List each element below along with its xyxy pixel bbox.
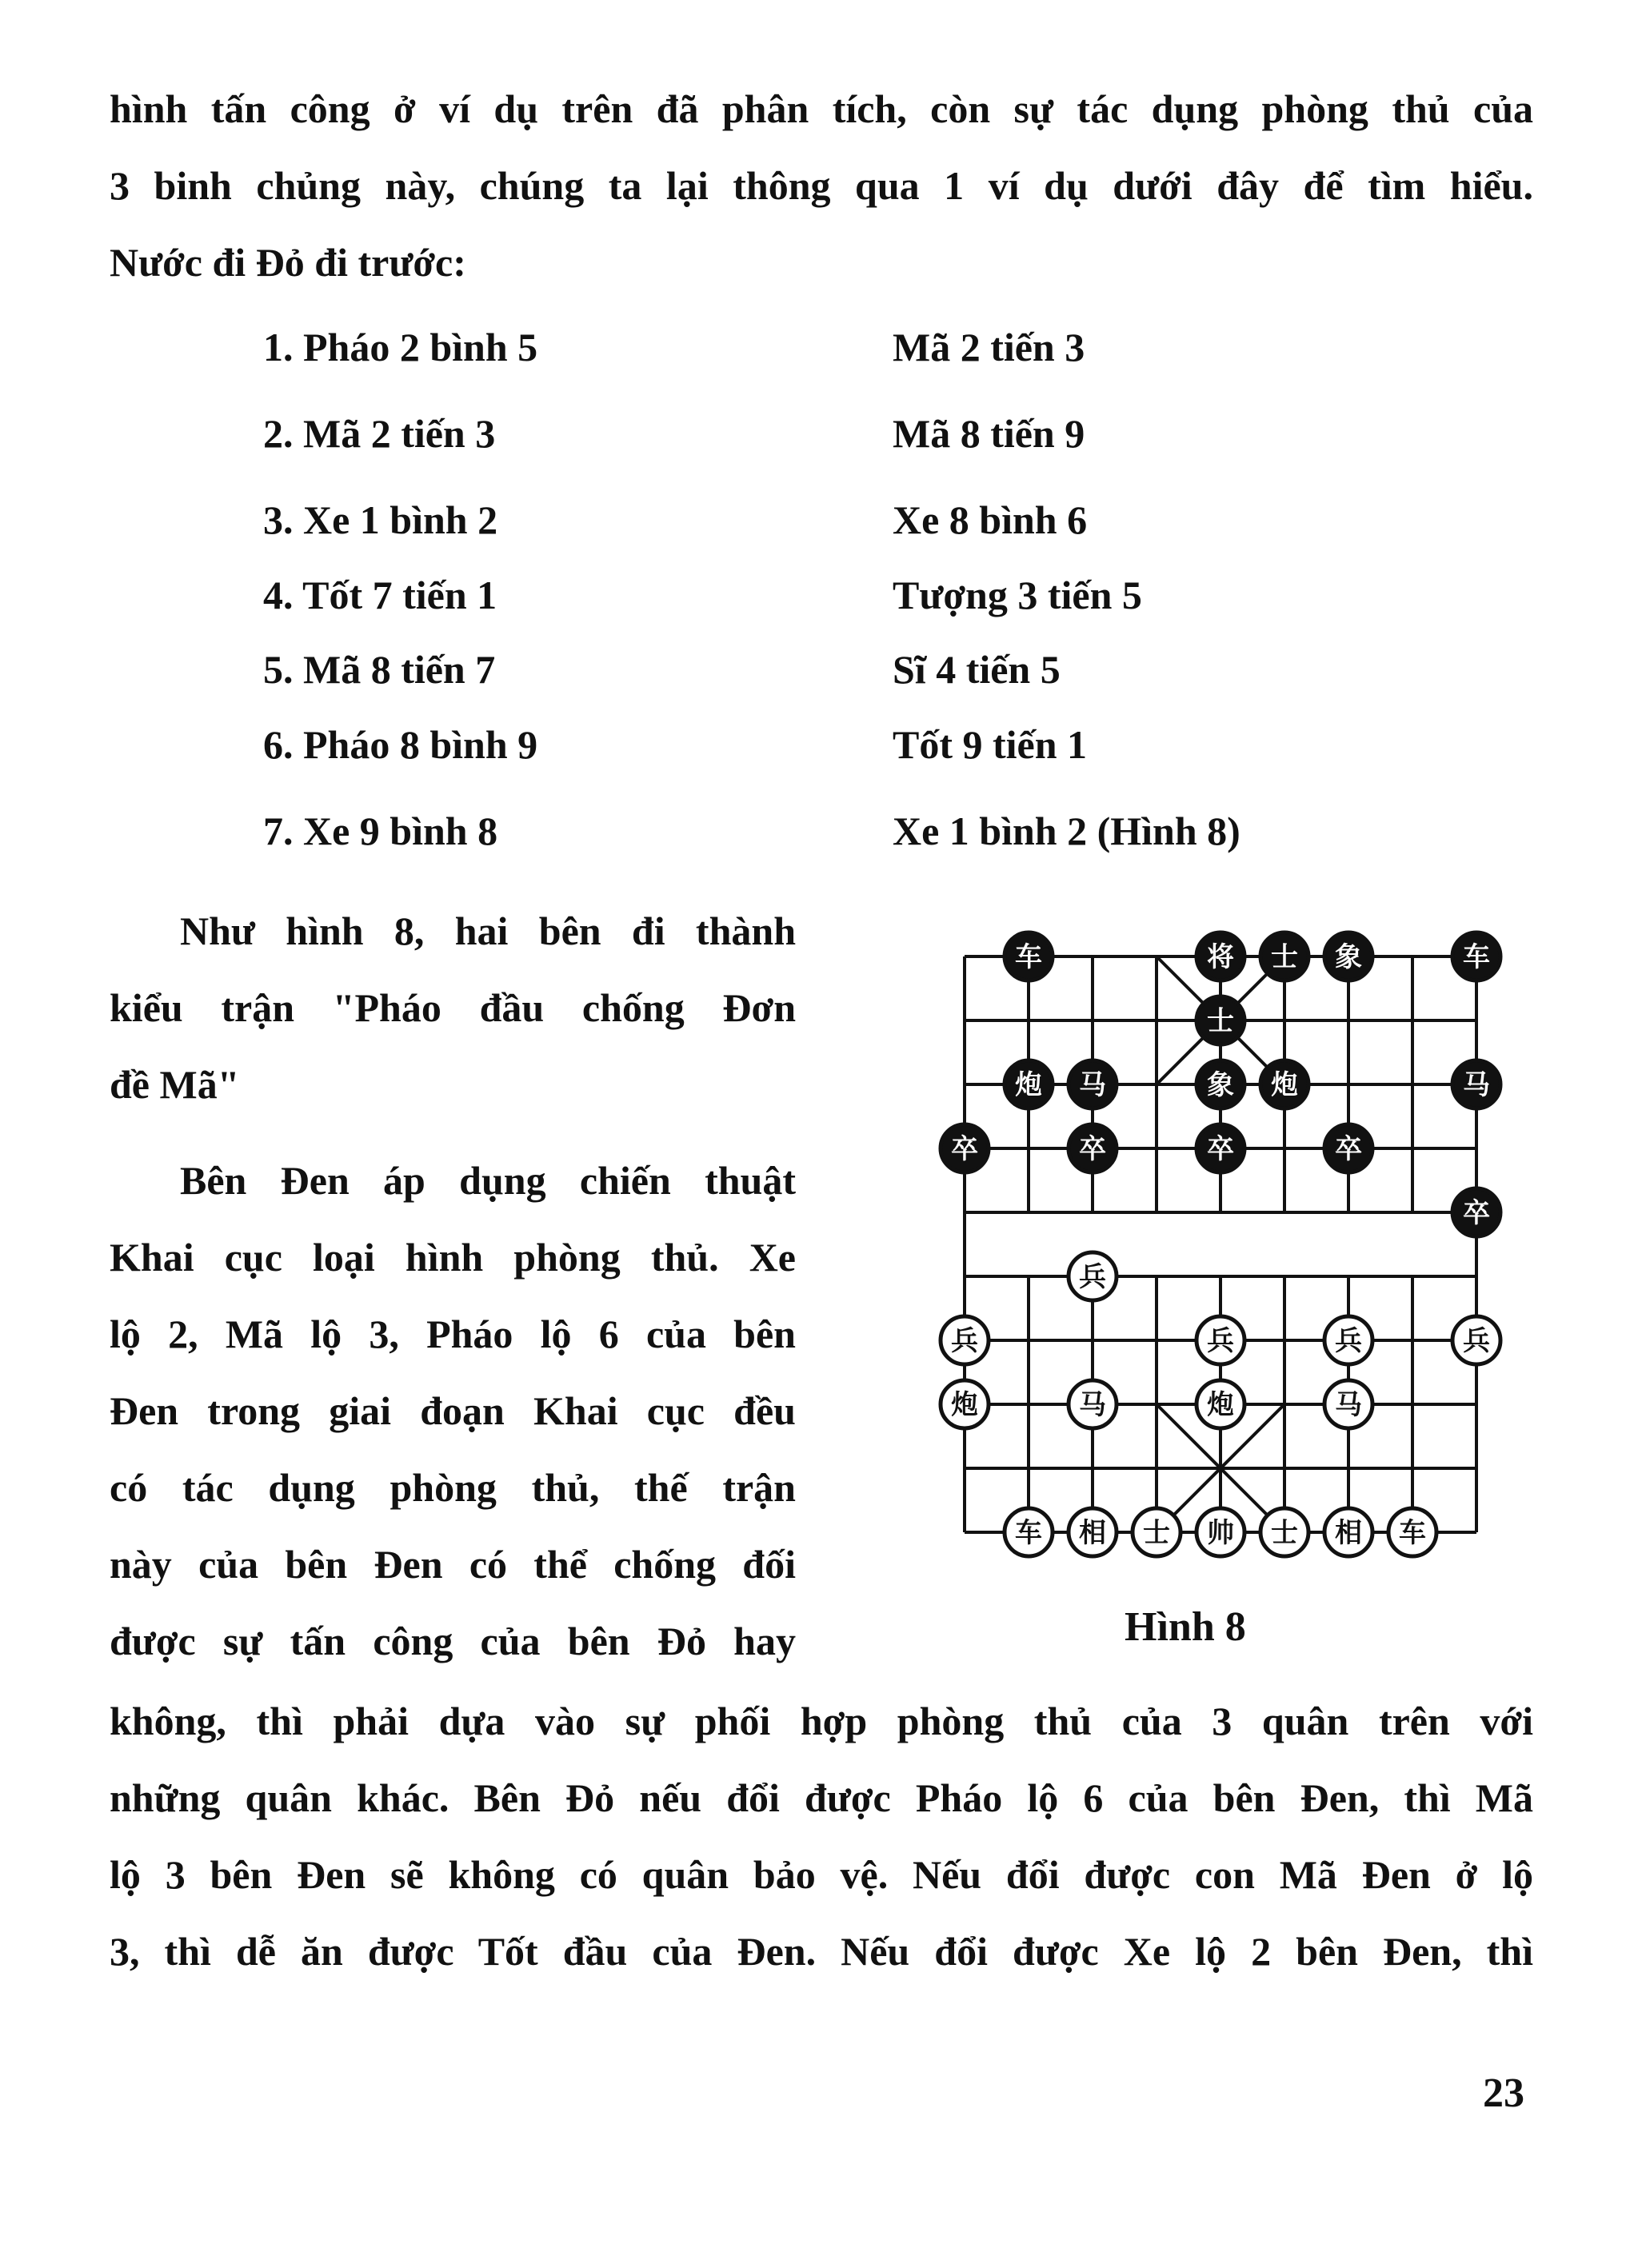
piece-label: 炮 bbox=[1207, 1389, 1234, 1421]
piece-label: 相 bbox=[1079, 1517, 1106, 1549]
red-piece bbox=[1005, 1508, 1053, 1556]
piece-label: 车 bbox=[1399, 1517, 1426, 1549]
move-black: Mã 2 tiến 3 bbox=[893, 325, 1085, 369]
text-line: không, thì phải dựa vào sự phối hợp phòng thủ của 3 quân trên với bbox=[110, 1699, 1533, 1743]
red-piece bbox=[941, 1316, 989, 1364]
red-piece bbox=[1069, 1508, 1117, 1556]
red-piece bbox=[1197, 1508, 1244, 1556]
black-piece bbox=[1452, 1060, 1500, 1108]
piece-label: 车 bbox=[1015, 941, 1042, 973]
move-red: 6. Pháo 8 bình 9 bbox=[263, 722, 538, 767]
black-piece bbox=[1260, 932, 1308, 980]
black-piece bbox=[941, 1124, 989, 1172]
page-number: 23 bbox=[1483, 2070, 1524, 2116]
piece-label: 车 bbox=[1463, 941, 1490, 973]
text-line: Như hình 8, hai bên đi thành bbox=[180, 908, 796, 953]
intro-line: hình tấn công ở ví dụ trên đã phân tích, còn sự tác dụng phòng thủ của bbox=[110, 86, 1533, 131]
text-line: được sự tấn công của bên Đỏ hay bbox=[110, 1619, 796, 1663]
xiangqi-board-figure bbox=[894, 886, 1526, 1582]
move-red: 5. Mã 8 tiến 7 bbox=[263, 647, 496, 692]
red-piece bbox=[1133, 1508, 1181, 1556]
black-piece bbox=[1069, 1060, 1117, 1108]
intro-line: Nước đi Đỏ đi trước: bbox=[110, 240, 466, 285]
black-piece bbox=[1324, 1124, 1372, 1172]
piece-label: 兵 bbox=[1079, 1261, 1106, 1293]
red-piece bbox=[1069, 1380, 1117, 1428]
piece-label: 马 bbox=[1335, 1389, 1362, 1421]
black-piece bbox=[1452, 932, 1500, 980]
black-piece bbox=[1260, 1060, 1308, 1108]
red-piece bbox=[1452, 1316, 1500, 1364]
black-piece bbox=[1005, 932, 1053, 980]
left-column-text bbox=[110, 892, 796, 1679]
piece-label: 卒 bbox=[1079, 1133, 1106, 1165]
red-piece bbox=[1260, 1508, 1308, 1556]
piece-label: 马 bbox=[1463, 1069, 1490, 1101]
piece-label: 卒 bbox=[1463, 1197, 1490, 1229]
black-piece bbox=[1197, 1124, 1244, 1172]
move-red: 7. Xe 9 bình 8 bbox=[263, 809, 498, 853]
piece-label: 卒 bbox=[1207, 1133, 1234, 1165]
text-line: những quân khác. Bên Đỏ nếu đổi được Pháo lộ 6 của bên Đen, thì Mã bbox=[110, 1775, 1533, 1820]
move-black: Mã 8 tiến 9 bbox=[893, 411, 1085, 456]
piece-label: 象 bbox=[1207, 1069, 1234, 1101]
text-line: 3, thì dễ ăn được Tốt đầu của Đen. Nếu đổi được Xe lộ 2 bên Đen, thì bbox=[110, 1929, 1533, 1974]
intro-line: 3 binh chủng này, chúng ta lại thông qua 1 ví dụ dưới đây để tìm hiểu. bbox=[110, 163, 1533, 208]
move-red: 2. Mã 2 tiến 3 bbox=[263, 411, 496, 456]
red-piece bbox=[1324, 1316, 1372, 1364]
piece-label: 士 bbox=[1207, 1005, 1234, 1037]
piece-label: 炮 bbox=[1015, 1069, 1042, 1101]
move-black: Sĩ 4 tiến 5 bbox=[893, 647, 1061, 692]
text-line: này của bên Đen có thể chống đối bbox=[110, 1542, 796, 1587]
text-line: Bên Đen áp dụng chiến thuật bbox=[180, 1158, 796, 1203]
piece-label: 马 bbox=[1079, 1069, 1106, 1101]
figure-caption: Hình 8 bbox=[1125, 1604, 1246, 1650]
piece-label: 炮 bbox=[951, 1389, 978, 1421]
black-piece bbox=[1197, 932, 1244, 980]
piece-label: 相 bbox=[1335, 1517, 1362, 1549]
text-line: Khai cục loại hình phòng thủ. Xe bbox=[110, 1235, 796, 1280]
black-piece bbox=[1005, 1060, 1053, 1108]
piece-label: 卒 bbox=[951, 1133, 978, 1165]
black-piece bbox=[1069, 1124, 1117, 1172]
move-black: Tượng 3 tiến 5 bbox=[893, 573, 1142, 617]
piece-label: 兵 bbox=[1463, 1325, 1490, 1357]
piece-label: 炮 bbox=[1271, 1069, 1298, 1101]
move-black: Xe 1 bình 2 (Hình 8) bbox=[893, 809, 1240, 853]
piece-label: 帅 bbox=[1207, 1517, 1234, 1549]
bottom-paragraph bbox=[110, 1683, 1533, 1990]
red-piece bbox=[1388, 1508, 1436, 1556]
black-piece bbox=[1452, 1188, 1500, 1236]
text-line: lộ 3 bên Đen sẽ không có quân bảo vệ. Nếu đổi được con Mã Đen ở lộ bbox=[110, 1852, 1533, 1897]
piece-label: 兵 bbox=[1207, 1325, 1234, 1357]
move-black: Xe 8 bình 6 bbox=[893, 497, 1088, 542]
piece-label: 士 bbox=[1271, 1517, 1298, 1549]
text-line: Đen trong giai đoạn Khai cục đều bbox=[110, 1388, 796, 1433]
piece-label: 兵 bbox=[1335, 1325, 1362, 1357]
piece-label: 卒 bbox=[1335, 1133, 1362, 1165]
intro-paragraph bbox=[110, 70, 1533, 301]
move-black: Tốt 9 tiến 1 bbox=[893, 722, 1088, 767]
red-piece bbox=[1197, 1380, 1244, 1428]
piece-label: 将 bbox=[1207, 941, 1234, 973]
move-red: 3. Xe 1 bình 2 bbox=[263, 497, 498, 542]
move-red: 4. Tốt 7 tiến 1 bbox=[263, 573, 497, 617]
move-red: 1. Pháo 2 bình 5 bbox=[263, 325, 538, 369]
red-piece bbox=[1324, 1380, 1372, 1428]
black-piece bbox=[1197, 1060, 1244, 1108]
red-piece bbox=[941, 1380, 989, 1428]
piece-label: 象 bbox=[1335, 941, 1362, 973]
piece-label: 车 bbox=[1015, 1517, 1042, 1549]
piece-label: 马 bbox=[1079, 1389, 1106, 1421]
red-piece bbox=[1197, 1316, 1244, 1364]
text-line: lộ 2, Mã lộ 3, Pháo lộ 6 của bên bbox=[110, 1312, 796, 1356]
piece-label: 士 bbox=[1271, 941, 1298, 973]
piece-label: 士 bbox=[1143, 1517, 1170, 1549]
red-piece bbox=[1324, 1508, 1372, 1556]
text-line: kiểu trận "Pháo đầu chống Đơn bbox=[110, 985, 796, 1030]
piece-label: 兵 bbox=[951, 1325, 978, 1357]
red-piece bbox=[1069, 1252, 1117, 1300]
black-piece bbox=[1197, 996, 1244, 1044]
text-line: đề Mã" bbox=[110, 1062, 240, 1107]
xiangqi-board bbox=[894, 886, 1526, 1582]
black-piece bbox=[1324, 932, 1372, 980]
text-line: có tác dụng phòng thủ, thế trận bbox=[110, 1465, 796, 1510]
